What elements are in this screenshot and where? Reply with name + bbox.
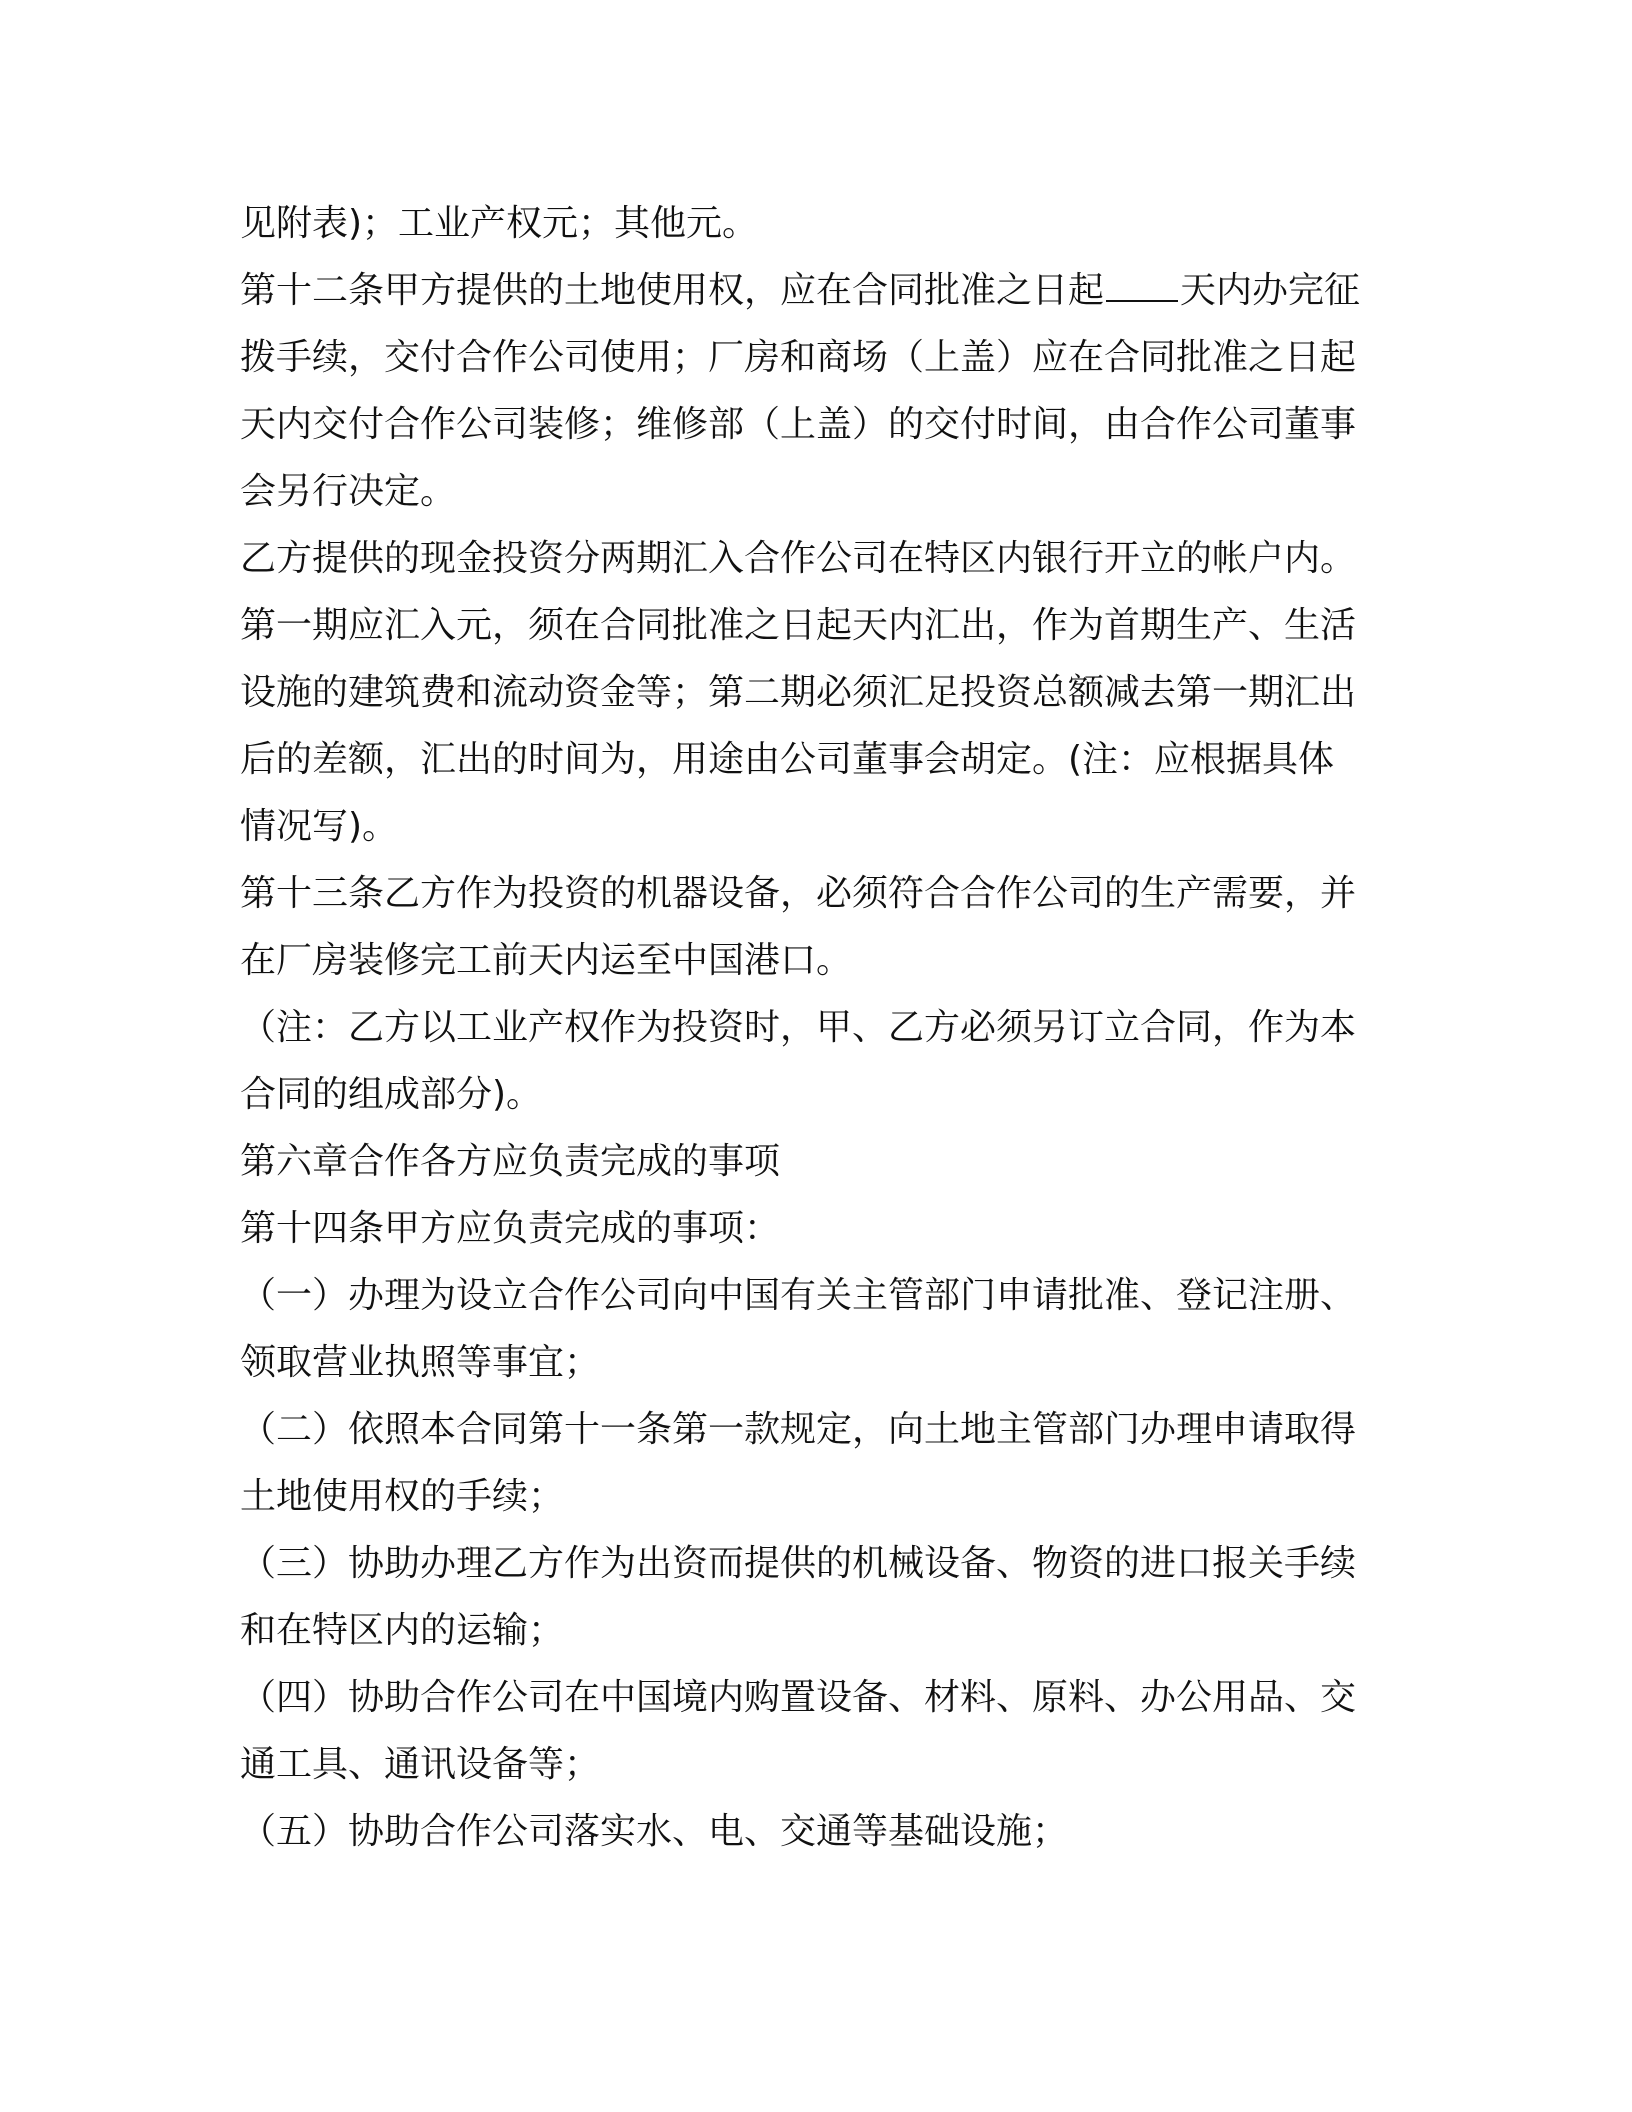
list-item: （二）依照本合同第十一条第一款规定，向土地主管部门办理申请取得: [240, 1409, 1357, 1450]
text-line: 土地使用权的手续；: [240, 1476, 565, 1517]
list-item: （四）协助合作公司在中国境内购置设备、材料、原料、办公用品、交: [240, 1677, 1357, 1718]
text-line: 拨手续，交付合作公司使用；厂房和商场（上盖）应在合同批准之日起: [240, 337, 1357, 378]
article-heading: 第十四条甲方应负责完成的事项：: [240, 1208, 781, 1249]
text-line: 情况写)。: [240, 806, 399, 847]
text-line: 设施的建筑费和流动资金等；第二期必须汇足投资总额减去第一期汇出: [240, 672, 1357, 713]
text-line: 见附表)；工业产权元；其他元。: [240, 203, 759, 244]
text-segment: 天内办完征: [1180, 270, 1361, 311]
text-line: 后的差额，汇出的时间为，用途由公司董事会胡定。(注：应根据具体: [240, 739, 1335, 780]
text-line: 第一期应汇入元，须在合同批准之日起天内汇出，作为首期生产、生活: [240, 605, 1357, 646]
text-segment: 第十二条甲方提供的土地使用权，应在合同批准之日起: [240, 270, 1105, 311]
list-item: （一）办理为设立合作公司向中国有关主管部门申请批准、登记注册、: [240, 1275, 1357, 1316]
text-line: 和在特区内的运输；: [240, 1610, 565, 1651]
list-item: （五）协助合作公司落实水、电、交通等基础设施；: [240, 1811, 1069, 1852]
text-line: 在厂房装修完工前天内运至中国港口。: [240, 940, 853, 981]
text-line: 乙方提供的现金投资分两期汇入合作公司在特区内银行开立的帐户内。: [240, 538, 1357, 579]
fill-in-blank: [1106, 260, 1178, 302]
text-line: （注：乙方以工业产权作为投资时，甲、乙方必须另订立合同，作为本: [240, 1007, 1357, 1048]
list-item: （三）协助办理乙方作为出资而提供的机械设备、物资的进口报关手续: [240, 1543, 1357, 1584]
text-line: 领取营业执照等事宜；: [240, 1342, 601, 1383]
text-line: 第十三条乙方作为投资的机器设备，必须符合合作公司的生产需要，并: [240, 873, 1357, 914]
document-body: [240, 190, 1390, 1865]
text-line: 合同的组成部分)。: [240, 1074, 543, 1115]
text-line: 会另行决定。: [240, 471, 457, 512]
text-line: 通工具、通讯设备等；: [240, 1744, 601, 1785]
text-line-with-blank: [240, 257, 1390, 324]
text-line: 天内交付合作公司装修；维修部（上盖）的交付时间，由合作公司董事: [240, 404, 1357, 445]
chapter-heading: 第六章合作各方应负责完成的事项: [240, 1141, 781, 1182]
